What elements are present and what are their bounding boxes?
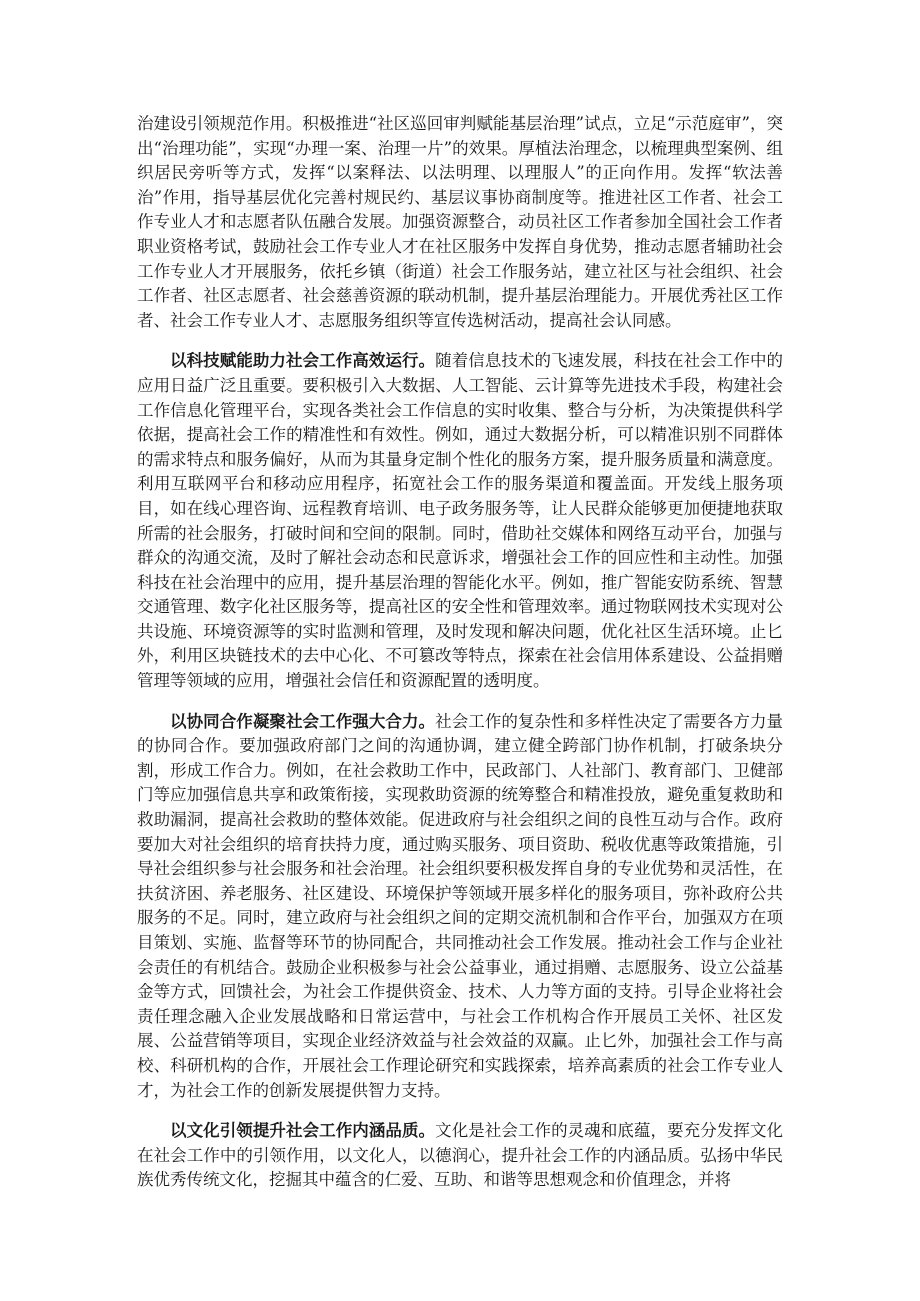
document-page [137,112,783,1209]
paragraph-heading: 以科技赋能助力社会工作高效运行。 [170,351,436,371]
paragraph-heading: 以文化引领提升社会工作内涵品质。 [170,1121,436,1141]
paragraph-heading: 以协同合作凝聚社会工作强大合力。 [170,711,436,731]
paragraph-body: 文化是社会工作的灵魂和底蕴，要充分发挥文化在社会工作中的引领作用，以文化人，以德润心，提升社会工作的内涵品质。弘扬中华民族优秀传统文化，挖掘其中蕴含的仁爱、互助、和谐等思想观念和价值理念，并将 [137,1121,784,1190]
paragraph-body: 随着信息技术的飞速发展，科技在社会工作中的应用日益广泛且重要。要积极引入大数据、人工智能、云计算等先进技术手段，构建社会工作信息化管理平台，实现各类社会工作信息的实时收集、整合与分析，为决策提供科学依据，提高社会工作的精准性和有效性。例如，通过大数据分析，可以精准识别不同群体的需求特点和服务偏好，从而为其量身定制个性化的服务方案，提升服务质量和满意度。利用互联网平台和移动应用程序，拓宽社会工作的服务渠道和覆盖面。开发线上服务项目，如在线心理咨询、远程教育培训、电子政务服务等，让人民群众能够更加便捷地获取所需的社会服务，打破时间和空间的限制。同时，借助社交媒体和网络互动平台，加强与群众的沟通交流，及时了解社会动态和民意诉求，增强社会工作的回应性和主动性。加强科技在社会治理中的应用，提升基层治理的智能化水平。例如，推广智能安防系统、智慧交通管理、数字化社区服务等，提高社区的安全性和管理效率。通过物联网技术实现对公共设施、环境资源等的实时监测和管理，及时发现和解决问题，优化社区生活环境。止匕外，利用区块链技术的去中心化、不可篡改等特点，探索在社会信用体系建设、公益捐赠管理等领域的应用，增强社会信任和资源配置的透明度。 [137,351,784,691]
paragraph-technology [137,349,783,693]
paragraph-continuation [137,112,783,333]
paragraph-culture [137,1119,783,1193]
paragraph-body: 社会工作的复杂性和多样性决定了需要各方力量的协同合作。要加强政府部门之间的沟通协调，建立健全跨部门协作机制，打破条块分割，形成工作合力。例如，在社会救助工作中，民政部门、人社部门、教育部门、卫健部门等应加强信息共享和政策衔接，实现救助资源的统筹整合和精准投放，避免重复救助和救助漏洞，提高社会救助的整体效能。促进政府与社会组织之间的良性互动与合作。政府要加大对社会组织的培育扶持力度，通过购买服务、项目资助、税收优惠等政策措施，引导社会组织参与社会服务和社会治理。社会组织要积极发挥自身的专业优势和灵活性，在扶贫济困、养老服务、社区建设、环境保护等领域开展多样化的服务项目，弥补政府公共服务的不足。同时，建立政府与社会组织之间的定期交流机制和合作平台，加强双方在项目策划、实施、监督等环节的协同配合，共同推动社会工作发展。推动社会工作与企业社会责任的有机结合。鼓励企业积极参与社会公益事业，通过捐赠、志愿服务、设立公益基金等方式，回馈社会，为社会工作提供资金、技术、人力等方面的支持。引导企业将社会责任理念融入企业发展战略和日常运营中，与社会工作机构合作开展员工关怀、社区发展、公益营销等项目，实现企业经济效益与社会效益的双赢。止匕外，加强社会工作与高校、科研机构的合作，开展社会工作理论研究和实践探索，培养高素质的社会工作专业人才，为社会工作的创新发展提供智力支持。 [137,711,784,1100]
paragraph-body: 治建设引领规范作用。积极推进“社区巡回审判赋能基层治理”试点，立足“示范庭审”，突出“治理功能”，实现“办理一案、治理一片”的效果。厚植法治理念，以梳理典型案例、组织居民旁听等方式，发挥“以案释法、以法明理、以理服人”的正向作用。发挥“软法善治”作用，指导基层优化完善村规民约、基层议事协商制度等。推进社区工作者、社会工作专业人才和志愿者队伍融合发展。加强资源整合，动员社区工作者参加全国社会工作者职业资格考试，鼓励社会工作专业人才在社区服务中发挥自身优势，推动志愿者辅助社会工作专业人才开展服务，依托乡镇（街道）社会工作服务站，建立社区与社会组织、社会工作者、社区志愿者、社会慈善资源的联动机制，提升基层治理能力。开展优秀社区工作者、社会工作专业人才、志愿服务组织等宣传选树活动，提高社会认同感。 [137,114,783,330]
paragraph-collaboration [137,710,783,1104]
